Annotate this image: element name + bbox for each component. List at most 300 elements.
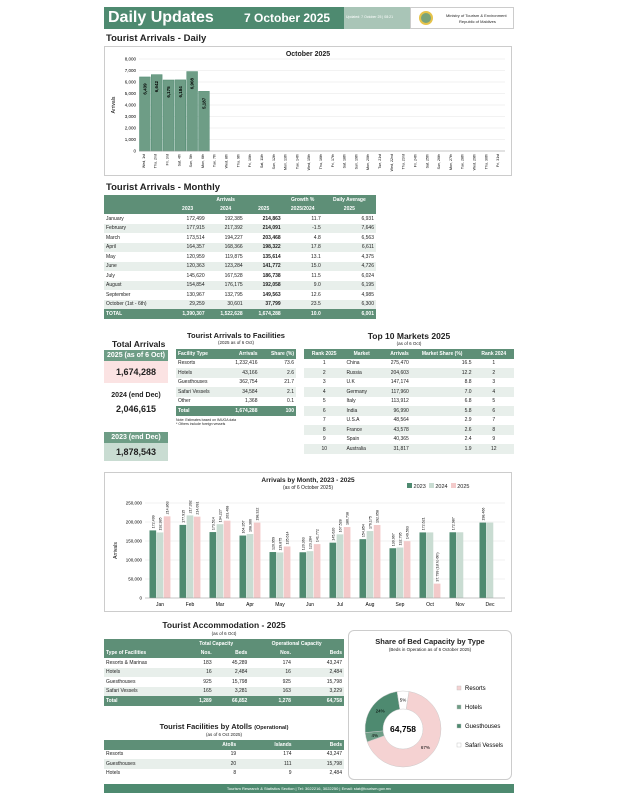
mk-cell: 43,578 [379, 425, 411, 435]
monthly-cell: 13.1 [311, 253, 321, 260]
pie-subtitle: (Beds in Operation as of 6 October 2025) [388, 647, 472, 652]
mk-cell: 3 [322, 379, 326, 386]
data-label: 145,620 [331, 527, 336, 541]
table-row [104, 769, 344, 779]
fac-total-cell: Total [176, 406, 224, 416]
data-label: 6,642 [154, 80, 160, 93]
bar-2025 [194, 517, 201, 598]
bar-2024 [487, 523, 494, 598]
fac-cell: 21.7 [284, 379, 294, 386]
x-tick-label: Feb [185, 602, 195, 608]
emblem-icon [419, 11, 433, 25]
at-cell: 2,484 [329, 770, 342, 777]
table-row [104, 668, 344, 678]
facilities-note1: Note: Estimates based on IMUGA data [176, 417, 237, 422]
bar-2023 [450, 532, 457, 598]
avg-head: Daily Average [323, 195, 376, 205]
monthly-total-cell: 6,001 [323, 309, 376, 319]
table-row [304, 425, 514, 435]
x-tick-label: Tue, 28th [460, 154, 465, 170]
table-row [176, 387, 296, 397]
at-head-cell: Beds [294, 740, 344, 750]
mk-cell: 275,470 [390, 360, 409, 367]
monthly-section-title: Tourist Arrivals - Monthly [106, 182, 221, 193]
monthly-cell: 194,227 [224, 234, 243, 241]
monthly-cell: 11.5 [311, 272, 321, 279]
monthly-cell: 186,738 [262, 272, 281, 279]
monthly-cell: 168,366 [207, 243, 245, 253]
acc-cell: 15,798 [326, 678, 342, 685]
at-head-cell: Atolls [191, 740, 238, 750]
footer-text: Tourism Research & Statistics Section | Tel: 3022216, 3022250 | Email: stat@tourism.gov.mv [226, 786, 392, 791]
updated-text: Updated: 7 October 25 | 08:21 [346, 15, 394, 19]
x-tick-label: Fri, 24th [413, 154, 418, 168]
mk-cell: 6 [474, 406, 514, 416]
acc-cell: 43,247 [326, 659, 342, 666]
data-label: 217,392 [188, 500, 193, 514]
monthly-cell: 164,357 [169, 243, 207, 253]
x-tick-label: Wed, 8th [224, 154, 229, 169]
table-row [104, 759, 344, 769]
monthly-total-cell: 1,674,288 [245, 309, 283, 319]
legend-2023: 2023 [413, 484, 426, 490]
fac-cell: 0.1 [287, 398, 294, 405]
mk-cell: 40,365 [393, 436, 409, 443]
monthly-cell: January [106, 215, 124, 222]
y-tick-label: 7,000 [124, 68, 136, 73]
acc-cell: 183 [203, 659, 212, 666]
at-cell: 19 [230, 751, 237, 758]
mk-cell: 5.8 [411, 406, 474, 416]
x-tick-label: Sat, 4th [177, 154, 182, 167]
bar-2025 [224, 521, 231, 598]
total-arrivals-title: Total Arrivals [112, 339, 166, 349]
mk-cell: Italy [346, 398, 356, 405]
page-title: Daily Updates [108, 9, 214, 26]
monthly-total-cell: 1,390,307 [169, 309, 207, 319]
beds-head-2: Beds [293, 649, 344, 659]
mk-cell: 3 [492, 379, 496, 386]
legend-2024: 2024 [435, 484, 448, 490]
facilities-table [176, 349, 296, 416]
x-tick-label: Fri, 3rd [165, 154, 170, 166]
mk-cell: 2.9 [464, 417, 472, 424]
bar-2023 [390, 548, 397, 598]
pie-title: Share of Bed Capacity by Type [375, 637, 485, 646]
mk-cell: 113,912 [391, 398, 409, 405]
fac-cell: Resorts [178, 360, 196, 367]
monthly-cell: 192,385 [224, 215, 243, 222]
y-tick-label: 3,000 [124, 114, 136, 119]
beds-head-1: Beds [214, 649, 250, 659]
x-tick-label: Sun, 26th [437, 154, 442, 170]
mk-cell: 16.5 [461, 360, 472, 367]
daily-section-title: Tourist Arrivals - Daily [106, 33, 207, 44]
accom-table [104, 639, 344, 706]
monthly-cell: 7,646 [323, 224, 376, 234]
monthly-cell: 120,363 [169, 262, 207, 272]
monthly-cell: March [106, 234, 120, 241]
growth-head: Growth % [283, 195, 323, 205]
mk-cell: 4 [474, 387, 514, 397]
total-2025-label: 2025 (as of 6 Oct) [104, 350, 168, 361]
fac-cell: 73.6 [284, 360, 294, 367]
mk-cell: India [344, 406, 379, 416]
fac-head-cell: Facility Type [176, 349, 224, 359]
monthly-cell: August [104, 281, 169, 291]
table-row [304, 397, 514, 407]
pie-legend-swatch [457, 724, 461, 728]
bar-2024 [307, 551, 314, 598]
monthly-cell: 37,799 [245, 300, 283, 310]
x-tick-label: Wed, 15th [307, 154, 312, 171]
monthly-cell: 154,854 [169, 281, 207, 291]
bar-2025 [254, 523, 261, 598]
monthly-cell: July [106, 272, 115, 279]
monthly-cell: 217,392 [207, 224, 245, 234]
monthly-cell: 12.6 [311, 291, 321, 298]
x-tick-label: Sep [395, 602, 405, 608]
acc-cell: 925 [282, 678, 291, 685]
bar-2024 [157, 532, 164, 598]
table-row [104, 290, 376, 300]
mk-cell: Russia [344, 368, 379, 378]
bar-2025 [344, 527, 351, 598]
monthly-cell: 4,375 [361, 253, 374, 260]
ministry-name: Ministry of Tourism & Environment [446, 13, 507, 18]
bar-2024 [217, 524, 224, 598]
table-row [304, 435, 514, 445]
x-tick-label: Tue, 7th [212, 154, 217, 168]
fac-head-cell: Arrivals [224, 349, 259, 359]
table-row [304, 406, 514, 416]
bar-2025 [284, 546, 291, 598]
nos-head-1: Nos. [183, 649, 214, 659]
mk-cell: U.K [346, 379, 355, 386]
x-tick-label: Oct [426, 602, 434, 608]
bar-2025 [374, 525, 381, 598]
x-tick-label: Mon, 27th [448, 154, 453, 170]
mk-cell: 8 [304, 425, 344, 435]
y-tick-label: 250,000 [125, 500, 142, 506]
markets-table [304, 349, 514, 454]
data-label: 135,614 [285, 531, 290, 545]
mk-cell: 2 [304, 368, 344, 378]
facilities-sub: (2025 as of 6 Oct) [217, 340, 255, 345]
mk-cell: 117,960 [379, 387, 411, 397]
monthly-cell: 9.0 [283, 281, 323, 291]
data-label: 167,528 [338, 519, 343, 533]
data-label: 203,468 [225, 505, 230, 519]
table-row [104, 214, 376, 224]
fac-cell: 34,584 [224, 387, 259, 397]
monthly-cell: 6,563 [361, 234, 374, 241]
y-tick-label: 8,000 [124, 56, 136, 62]
accom-title: Tourist Accommodation - 2025 [162, 620, 286, 630]
table-row [104, 243, 376, 253]
mk-cell: 204,603 [379, 368, 411, 378]
table-row [176, 397, 296, 407]
y-tick-label: 100,000 [125, 557, 142, 563]
bar-2023 [360, 539, 367, 598]
data-label: 5,187 [201, 97, 207, 109]
monthly-cell: 23.5 [283, 300, 323, 310]
fac-cell: Guesthouses [178, 379, 208, 386]
data-label: 154,854 [361, 524, 366, 538]
at-cell: 43,247 [326, 751, 342, 758]
bar-2023 [330, 543, 337, 598]
x-tick-label: May [275, 602, 285, 608]
bar-2024 [397, 548, 404, 598]
data-label: 172,621 [421, 517, 426, 531]
x-tick-label: Sun, 5th [189, 154, 194, 168]
x-tick-label: Fri, 17th [330, 154, 335, 168]
monthly-cell: 123,284 [207, 262, 245, 272]
acc-cell: 16 [249, 668, 293, 678]
acc-cell: 165 [183, 687, 214, 697]
fac-cell: 1,368 [244, 398, 258, 405]
bar-2023 [240, 536, 247, 598]
atolls-table-wrap [104, 740, 344, 778]
bar-2024 [457, 532, 464, 598]
mk-cell: 9 [492, 436, 496, 443]
data-label: 214,091 [195, 501, 200, 515]
x-tick-label: Sun, 12th [271, 154, 276, 170]
acc-cell: 163 [249, 687, 293, 697]
x-tick-label: Sun, 19th [354, 154, 359, 170]
monthly-cell: 6,611 [323, 243, 376, 253]
mk-cell: 4 [304, 387, 344, 397]
mk-cell: Germany [344, 387, 379, 397]
at-cell: 111 [238, 759, 293, 769]
mk-cell: 5 [322, 398, 326, 405]
monthly-cell: 176,175 [207, 281, 245, 291]
mk-cell: 1.9 [411, 444, 474, 454]
x-tick-label: Sat, 11th [259, 154, 264, 169]
at-cell: Resorts [106, 751, 124, 758]
data-label: 214,863 [165, 501, 170, 515]
fac-cell: 2.1 [260, 387, 297, 397]
x-tick-label: Wed, 29th [472, 154, 477, 171]
atolls-table [104, 740, 344, 778]
monthly-total-cell: TOTAL [104, 309, 169, 319]
mk-cell: 2.6 [411, 425, 474, 435]
table-row [304, 378, 514, 388]
fac-cell: 43,166 [224, 368, 259, 378]
bar-2024 [247, 534, 254, 598]
monthly-cell: 4,726 [323, 262, 376, 272]
type-head: Type of Facilities [104, 649, 183, 659]
acc-cell: 15,798 [232, 678, 248, 685]
x-tick-label: Mon, 13th [283, 154, 288, 170]
monthly-cell: 214,863 [262, 215, 281, 222]
acc-cell: 2,484 [214, 668, 250, 678]
acc-cell: Safari Vessels [104, 687, 183, 697]
monthly-cell: 15.0 [283, 262, 323, 272]
bar-2023 [480, 523, 487, 598]
mk-cell: 2.4 [464, 436, 472, 443]
pie-slice-label: 24% [375, 708, 385, 714]
data-label: 168,366 [248, 519, 253, 533]
pie-legend-label: Resorts [465, 686, 486, 692]
mk-head-cell: Rank 2024 [474, 349, 514, 359]
bar-2023 [210, 532, 217, 598]
acc-cell: 3,281 [214, 687, 250, 697]
table-row [304, 444, 514, 454]
y-tick-label: 5,000 [124, 91, 136, 96]
bar-2024 [187, 515, 194, 598]
mk-cell: Spain [346, 436, 360, 443]
mk-cell: U.S.A [346, 417, 360, 424]
monthly-cell: 130,967 [186, 291, 205, 298]
monthly-cell: 141,772 [245, 262, 283, 272]
ministry-country: Republic of Maldives [459, 19, 496, 24]
table-total-row [176, 406, 296, 416]
atolls-title-wrap [104, 722, 344, 731]
at-cell: Guesthouses [104, 759, 191, 769]
monthly-cell: September [106, 291, 131, 298]
y2025-head: 2025 [245, 205, 283, 215]
table-total-row [104, 696, 344, 706]
table-row [176, 359, 296, 369]
y-tick-label: 50,000 [128, 576, 142, 582]
acc-total-cell: 66,852 [214, 696, 250, 706]
x-tick-label: Wed, 1st [141, 154, 146, 169]
monthly-cell: October (1st - 6th) [104, 300, 169, 310]
mk-cell: China [346, 360, 360, 367]
table-row [304, 387, 514, 397]
data-label: 194,227 [218, 509, 223, 523]
data-label: 192,058 [375, 510, 380, 524]
data-label: 120,363 [301, 537, 306, 551]
table-row [104, 281, 376, 291]
pie-card [348, 630, 512, 780]
x-tick-label: Fri, 10th [248, 154, 253, 168]
table-row [104, 224, 376, 234]
mk-cell: 147,174 [390, 379, 409, 386]
acc-total-cell: Total [104, 696, 183, 706]
fac-cell: Hotels [176, 368, 224, 378]
monthly-cell: 145,620 [186, 272, 205, 279]
x-tick-label: Tue, 14th [295, 154, 300, 170]
daily-chart [105, 47, 513, 177]
x-tick-label: Mar [215, 602, 225, 608]
x-tick-label: Jul [336, 602, 344, 608]
x-tick-label: Fri, 31st [496, 154, 501, 167]
month-chart [105, 473, 513, 613]
monthly-cell: 30,601 [207, 300, 245, 310]
monthly-cell: 167,528 [224, 272, 243, 279]
x-tick-label: Tue, 21st [378, 154, 383, 169]
monthly-cell: 149,563 [262, 291, 281, 298]
table-row [176, 378, 296, 388]
data-label: 164,357 [241, 520, 246, 534]
table-row [104, 252, 376, 262]
nos-head-2: Nos. [249, 649, 293, 659]
month-chart-title: Arrivals by Month, 2023 - 2025 [261, 477, 355, 484]
acc-cell: 45,289 [232, 659, 248, 666]
at-cell: 8 [233, 770, 237, 777]
markets-sub: (as of 6 Oct) [396, 341, 422, 346]
monthly-cell: 203,468 [262, 234, 281, 241]
mk-cell: 1 [322, 360, 326, 367]
acc-total-cell: 64,758 [293, 696, 344, 706]
mk-cell: 7.0 [411, 387, 474, 397]
mk-cell: 8.8 [464, 379, 472, 386]
bar-2023 [180, 525, 187, 598]
bar-2024 [367, 531, 374, 598]
table-row [104, 271, 376, 281]
fac-cell: 1,232,416 [235, 360, 258, 367]
acc-cell: 925 [203, 678, 212, 685]
at-head-cell: Islands [238, 740, 293, 750]
total-cap-head: Total Capacity [183, 639, 249, 649]
mk-cell: 7 [492, 417, 496, 424]
mk-cell: 12.2 [411, 368, 474, 378]
mk-cell: France [344, 425, 379, 435]
data-label: 37,799 (1st to 6th) [435, 552, 440, 582]
bar-2023 [150, 530, 157, 598]
x-tick-label: Dec [485, 602, 495, 608]
mk-cell: 10 [304, 444, 344, 454]
data-label: 186,738 [345, 512, 350, 526]
acc-cell: Resorts & Marinas [106, 659, 148, 666]
acc-total-cell: 1,278 [249, 696, 293, 706]
monthly-cell: 4.8 [313, 234, 321, 241]
pie-slice-label: 5% [399, 697, 407, 703]
table-row [104, 677, 344, 687]
acc-cell: Guesthouses [106, 678, 136, 685]
mk-cell: 48,564 [393, 417, 409, 424]
monthly-cell: 17.8 [283, 243, 323, 253]
mk-head-cell: Market [344, 349, 379, 359]
y-axis-label: Arrivals [111, 96, 117, 114]
y-tick-label: 4,000 [124, 102, 136, 108]
data-label: 120,959 [271, 537, 276, 551]
y-tick-label: 200,000 [125, 519, 142, 525]
monthly-cell: 11.7 [311, 215, 321, 222]
mk-cell: 6 [304, 406, 344, 416]
acc-cell: 3,229 [293, 687, 344, 697]
total-2025-value: 1,674,288 [104, 361, 168, 383]
daily-chart-title: October 2025 [285, 51, 331, 58]
monthly-total-cell: 1,522,628 [207, 309, 245, 319]
data-label: 6,908 [189, 77, 195, 90]
total-2024-value: 2,046,615 [115, 404, 157, 414]
mk-head-cell: Rank 2025 [304, 349, 344, 359]
y2024-head: 2024 [207, 205, 245, 215]
arrivals-head: Arrivals [207, 195, 245, 205]
x-tick-label: Thu, 23rd [401, 154, 406, 170]
y2023-head: 2023 [169, 205, 207, 215]
table-row [176, 368, 296, 378]
atolls-title-suffix: (Operational) [254, 725, 289, 731]
mk-cell: 1 [492, 360, 496, 367]
y-tick-label: 150,000 [125, 538, 142, 544]
acc-cell: Hotels [104, 668, 183, 678]
x-tick-label: Jan [155, 602, 165, 608]
mk-cell: 31,817 [379, 444, 411, 454]
x-tick-label: Wed, 22nd [389, 154, 394, 172]
x-tick-label: Sat, 25th [425, 154, 430, 169]
pie-center-label: 64,758 [390, 724, 416, 734]
monthly-cell: 135,614 [262, 253, 281, 260]
pie-legend-swatch [457, 705, 461, 709]
pie-chart [349, 631, 513, 781]
facilities-table-wrap [176, 349, 296, 426]
monthly-cell: 29,259 [169, 300, 207, 310]
x-tick-label: Aug [365, 602, 375, 608]
